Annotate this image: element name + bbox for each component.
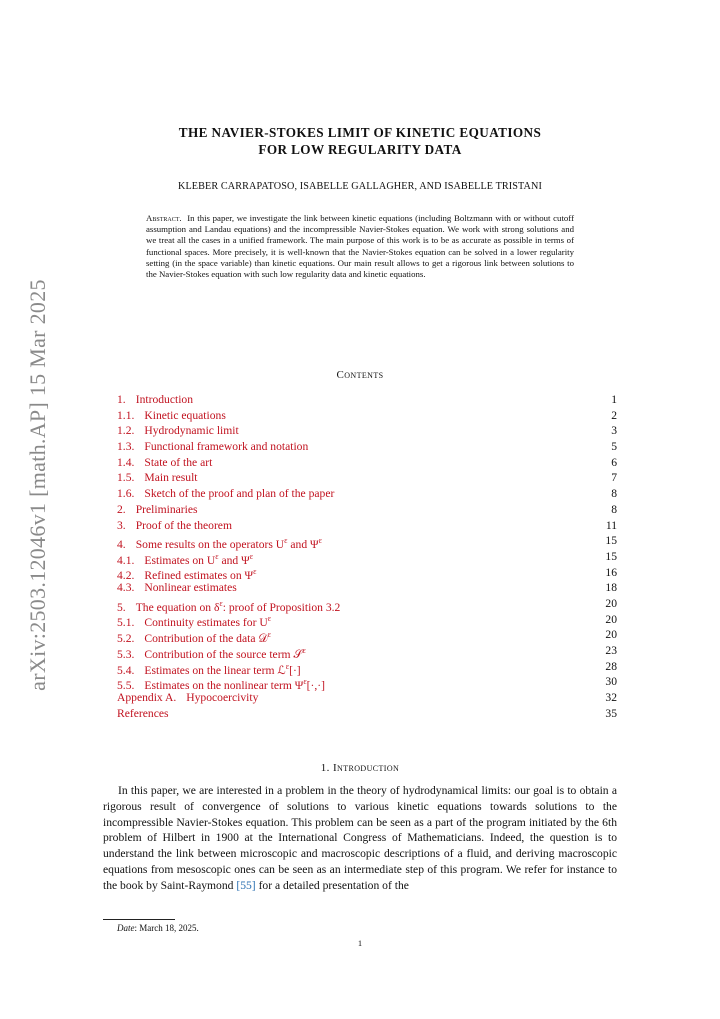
intro-text-continued: for a detailed presentation of the: [258, 878, 409, 892]
toc-row: [117, 455, 617, 471]
toc-entry-link[interactable]: [117, 455, 212, 471]
toc-entry-link[interactable]: [117, 392, 193, 408]
toc-page-number: 18: [605, 581, 617, 595]
arxiv-stamp: [18, 270, 58, 700]
toc-section-title: Estimates on the nonlinear term $\Psi^\varepsilon[\cdot,\cdot]$: [144, 677, 326, 693]
toc-entry-link[interactable]: [117, 549, 253, 565]
toc-row: [117, 408, 617, 424]
abstract-label: Abstract.: [146, 213, 182, 223]
toc-entry-link[interactable]: [117, 408, 226, 424]
toc-entry-link[interactable]: [117, 565, 256, 581]
introduction-paragraph: [103, 783, 617, 894]
toc-entry-link[interactable]: [117, 706, 169, 722]
toc-section-number: 1.2.: [117, 424, 135, 438]
toc-page-number: 5: [611, 440, 617, 454]
toc-section-title: Main result: [144, 471, 198, 485]
toc-row: [117, 486, 617, 502]
toc-entry-link[interactable]: [117, 518, 232, 534]
toc-entry-link[interactable]: [117, 612, 271, 628]
toc-row: [117, 565, 617, 581]
toc-section-number: 4.3.: [117, 581, 135, 595]
toc-entry-link[interactable]: [117, 502, 198, 518]
toc-page-number: 11: [605, 518, 617, 532]
toc-section-title: Contribution of the data 𝒟$^\varepsilon$: [144, 630, 271, 646]
toc-section-number: 2.: [117, 502, 126, 516]
toc-section-number: 4.2.: [117, 569, 135, 583]
toc-section-number: 1.4.: [117, 455, 135, 469]
footnote-rule: [103, 919, 175, 920]
toc-section-title: Preliminaries: [135, 502, 198, 516]
toc-row: [117, 706, 617, 722]
toc-entry-link[interactable]: [117, 439, 308, 455]
toc-section-title: Introduction: [135, 393, 194, 406]
title-line-2: FOR LOW REGULARITY DATA: [258, 142, 462, 157]
toc-row: [117, 690, 617, 706]
toc-entry-link[interactable]: [117, 627, 271, 646]
toc-row: [117, 627, 617, 646]
title-line-1: THE NAVIER-STOKES LIMIT OF KINETIC EQUATIONS: [178, 125, 542, 140]
toc-section-number: Appendix A.: [117, 691, 177, 705]
toc-section-title: Nonlinear estimates: [144, 581, 237, 595]
toc-row: [117, 612, 617, 628]
toc-page-number: 30: [605, 675, 617, 689]
toc-section-title: Some results on the operators $U^\varepsilon$ and $\Psi^\varepsilon$: [135, 536, 322, 552]
toc-page-number: 1: [611, 393, 617, 406]
contents-title: Contents: [336, 369, 384, 381]
toc-row: [117, 580, 617, 596]
toc-row: [117, 439, 617, 455]
toc-page-number: 32: [605, 691, 617, 705]
toc-row: [117, 674, 617, 693]
footnote-text: : March 18, 2025.: [134, 923, 199, 933]
toc-section-number: 3.: [117, 518, 126, 532]
toc-page-number: 16: [605, 565, 617, 579]
arxiv-stamp-text[interactable]: arXiv:2503.12046v1 [math.AP] 15 Mar 2025: [25, 279, 50, 691]
toc-section-title: Kinetic equations: [144, 408, 226, 422]
toc-section-title: Estimates on the linear term ℒ$^\varepsilon$[·]: [144, 661, 301, 677]
toc-row: [117, 643, 617, 659]
toc-section-title: Functional framework and notation: [144, 440, 309, 454]
toc-row: [117, 470, 617, 486]
toc-page-number: 3: [611, 424, 617, 438]
toc-page-number: 28: [605, 659, 617, 673]
citation-link[interactable]: [55]: [236, 878, 256, 892]
toc-entry-link[interactable]: [117, 690, 258, 706]
toc-entry-link[interactable]: [117, 643, 306, 659]
toc-section-title: Sketch of the proof and plan of the paper: [144, 487, 335, 501]
toc-entry-link[interactable]: [117, 533, 322, 552]
toc-page-number: 35: [605, 706, 617, 720]
section-heading-introduction: 1. Introduction: [320, 762, 400, 774]
toc-section-title: Contribution of the source term 𝒮$^\varepsilon$: [144, 646, 306, 661]
toc-section-title: Continuity estimates for $U^\varepsilon$: [144, 614, 272, 630]
toc-section-number: 5.1.: [117, 616, 135, 630]
toc-entry-link[interactable]: [117, 486, 334, 502]
toc-section-title: Refined estimates on $\Psi^\varepsilon$: [144, 567, 257, 583]
footnote: [117, 923, 199, 933]
toc-entry-link[interactable]: [117, 659, 301, 675]
toc-page-number: 20: [605, 628, 617, 642]
toc-page-number: 6: [611, 455, 617, 469]
toc-page-number: 2: [611, 408, 617, 422]
toc-page-number: 8: [611, 487, 617, 501]
authors: KLEBER CARRAPATOSO, ISABELLE GALLAGHER, AND ISABELLE TRISTANI: [178, 181, 542, 192]
toc-entry-link[interactable]: [117, 596, 340, 612]
toc-page-number: 20: [605, 612, 617, 626]
toc-entry-link[interactable]: [117, 423, 239, 439]
toc-section-title: State of the art: [144, 455, 213, 469]
toc-row: [117, 502, 617, 518]
toc-entry-link[interactable]: [117, 470, 198, 486]
toc-section-number: 5.: [117, 600, 126, 614]
toc-section-title: Hypocoercivity: [186, 691, 259, 705]
table-of-contents: [117, 392, 617, 721]
footnote-label: Date: [117, 923, 135, 933]
toc-section-number: 1.3.: [117, 440, 135, 454]
toc-page-number: 23: [605, 644, 617, 657]
paper-title: [100, 124, 620, 158]
toc-page-number: 20: [605, 596, 617, 610]
toc-page-number: 15: [605, 549, 617, 563]
toc-section-title: References: [117, 706, 169, 720]
toc-entry-link[interactable]: [117, 674, 326, 693]
toc-section-number: 4.: [117, 538, 126, 552]
toc-section-title: Proof of the theorem: [135, 518, 232, 532]
toc-page-number: 8: [611, 502, 617, 516]
toc-row: [117, 659, 617, 675]
toc-row: [117, 549, 617, 565]
toc-section-number: 5.4.: [117, 663, 135, 677]
toc-page-number: 15: [605, 534, 617, 548]
toc-section-number: 1.: [117, 393, 126, 406]
toc-section-number: 5.2.: [117, 632, 135, 646]
page-number: 1: [357, 938, 363, 948]
toc-section-title: Estimates on $U^\varepsilon$ and $\Psi^\varepsilon$: [144, 551, 254, 567]
abstract-text: In this paper, we investigate the link between kinetic equations (including Boltzmann with or without cutoff assumption and Landau equations) and the incompressible Navier-Stokes equation. We work with strong solutions and we treat all the cases in a unified framework. The main purpose of this work is to be as accurate as possible in terms of functional spaces. More precisely, it is well-known that the Navier-Stokes equation can be solved in a lower regularity setting (in the space variable) than kinetic equations. Our main result allows to get a rigorous link between solutions to the Navier-Stokes equation with such low regularity data and kinetic equations.: [146, 213, 575, 280]
abstract: [146, 213, 574, 280]
toc-section-title: Hydrodynamic limit: [144, 424, 239, 438]
toc-section-number: 1.6.: [117, 487, 135, 501]
toc-row: [117, 533, 617, 552]
toc-section-number: 1.5.: [117, 471, 135, 485]
toc-section-title: The equation on $\delta^\varepsilon$: proof of Proposition 3.2: [135, 598, 341, 614]
toc-row: [117, 596, 617, 612]
intro-text: In this paper, we are interested in a problem in the theory of hydrodynamical limits: our goal is to obtain a rigorous result of convergence of solutions to various kinetic equations towards solutions to the incompressible Navier-Stokes equation. This problem can be seen as a part of the program initiated by the 6th problem of Hilbert in 1900 at the International Congress of Mathematicians. Indeed, the question is to understand the link between microscopic and macroscopic descriptions of a fluid, and deriving macroscopic equations from mesoscopic ones can be seen as an intermediate step of this program. We refer for instance to the book by Saint-Raymond: [103, 784, 617, 892]
toc-page-number: 7: [611, 471, 617, 485]
toc-section-number: 1.1.: [117, 408, 135, 422]
toc-section-number: 5.5.: [117, 679, 135, 693]
toc-row: [117, 518, 617, 534]
toc-section-number: 5.3.: [117, 647, 135, 661]
toc-row: [117, 423, 617, 439]
toc-section-number: 4.1.: [117, 553, 135, 567]
toc-row: [117, 392, 617, 408]
toc-entry-link[interactable]: [117, 580, 237, 596]
